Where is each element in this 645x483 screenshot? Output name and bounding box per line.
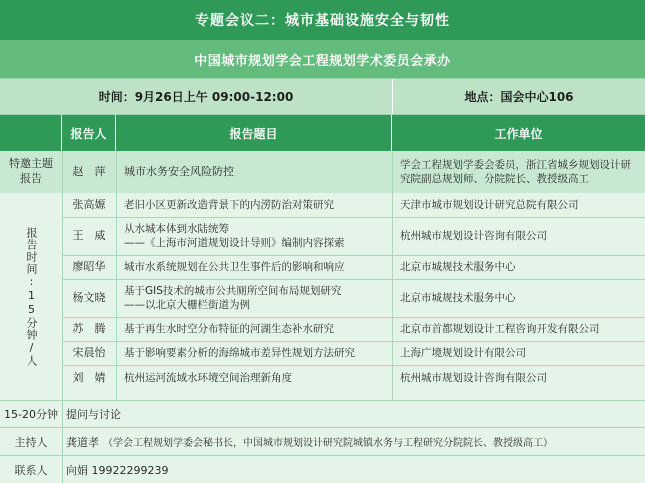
talk-affiliation: 天津市城市规划设计研究总院有限公司	[400, 198, 579, 211]
special-affiliation: 学会工程规划学委会委员，浙江省城乡规划设计研究院副总规划师、分院院长、教授级高工	[400, 158, 631, 185]
contact-row	[0, 455, 645, 483]
host-detail: （学会工程规划学委会秘书长，中国城市规划设计研究院城镇水务与工程研究分院院长、教授级高工）	[103, 438, 553, 449]
host-value	[66, 428, 553, 455]
host-row	[0, 427, 645, 455]
discussion-duration: 15-20分钟	[4, 408, 58, 421]
special-topic: 城市水务安全风险防控	[124, 164, 234, 178]
session-venue: 地点：国会中心106	[392, 79, 645, 114]
grid-line	[62, 151, 63, 400]
talk-affiliation: 北京市城规技术服务中心	[400, 260, 516, 273]
talk-topic: 老旧小区更新改造背景下的内涝防治对策研究	[124, 198, 334, 211]
time-venue-bar	[0, 78, 645, 115]
talk-speaker: 杨文晓	[72, 290, 106, 304]
talk-affiliation: 上海广境规划设计有限公司	[400, 346, 526, 359]
talk-topic: 城市水系统规划在公共卫生事件后的影响和响应	[124, 260, 345, 273]
host-name: 龚道孝	[66, 435, 99, 449]
special-category: 特邀主题报告	[9, 157, 53, 185]
grid-line	[392, 151, 393, 400]
session-time: 时间：9月26日上午 09:00-12:00	[98, 90, 294, 104]
talk-affiliation: 北京市首都规划设计工程咨询开发有限公司	[400, 322, 600, 335]
special-speaker: 赵 萍	[72, 164, 106, 178]
talk-topic: 从水城本体到水陆统筹 ——《上海市河道规划设计导则》编制内容探索	[124, 222, 345, 249]
contact-value: 向娟 19922299239	[66, 463, 169, 477]
session-title: 专题会议二：城市基础设施安全与韧性	[0, 0, 645, 40]
talk-topic: 基于再生水时空分布特征的河湖生态补水研究	[124, 322, 334, 335]
organizer-line: 中国城市规划学会工程规划学术委员会承办	[0, 40, 645, 78]
special-report-row	[0, 151, 645, 193]
col-head-topic: 报告题目	[116, 115, 392, 151]
talk-speaker: 王 威	[72, 228, 106, 242]
host-label: 主持人	[14, 435, 48, 449]
talk-duration-text: 报告时间:15分钟/人	[25, 226, 38, 367]
col-head-speaker: 报告人	[62, 115, 116, 151]
col-head-blank	[0, 115, 62, 151]
talk-speaker: 张高嫄	[72, 197, 106, 211]
talk-speaker: 宋晨怡	[72, 345, 106, 359]
discussion-row	[0, 400, 645, 427]
talk-topic: 基于影响要素分析的海绵城市差异性规划方法研究	[124, 346, 355, 359]
col-head-affiliation: 工作单位	[392, 115, 645, 151]
talk-speaker: 廖昭华	[72, 259, 106, 273]
talk-topic: 基于GIS技术的城市公共厕所空间布局规划研究 ——以北京大栅栏街道为例	[124, 284, 342, 311]
talk-duration-label	[0, 193, 62, 400]
talk-speaker: 刘 婧	[72, 370, 106, 384]
discussion-label: 提问与讨论	[66, 408, 121, 421]
talk-speaker: 苏 腾	[72, 321, 106, 335]
contact-label: 联系人	[14, 463, 48, 477]
talk-affiliation: 北京市城规技术服务中心	[400, 291, 516, 304]
grid-line	[116, 151, 117, 400]
talk-affiliation: 杭州城市规划设计咨询有限公司	[400, 229, 547, 242]
talk-topic: 杭州运河流域水环境空间治理新角度	[124, 371, 292, 384]
grid-line	[62, 400, 63, 483]
talk-affiliation: 杭州城市规划设计咨询有限公司	[400, 371, 547, 384]
